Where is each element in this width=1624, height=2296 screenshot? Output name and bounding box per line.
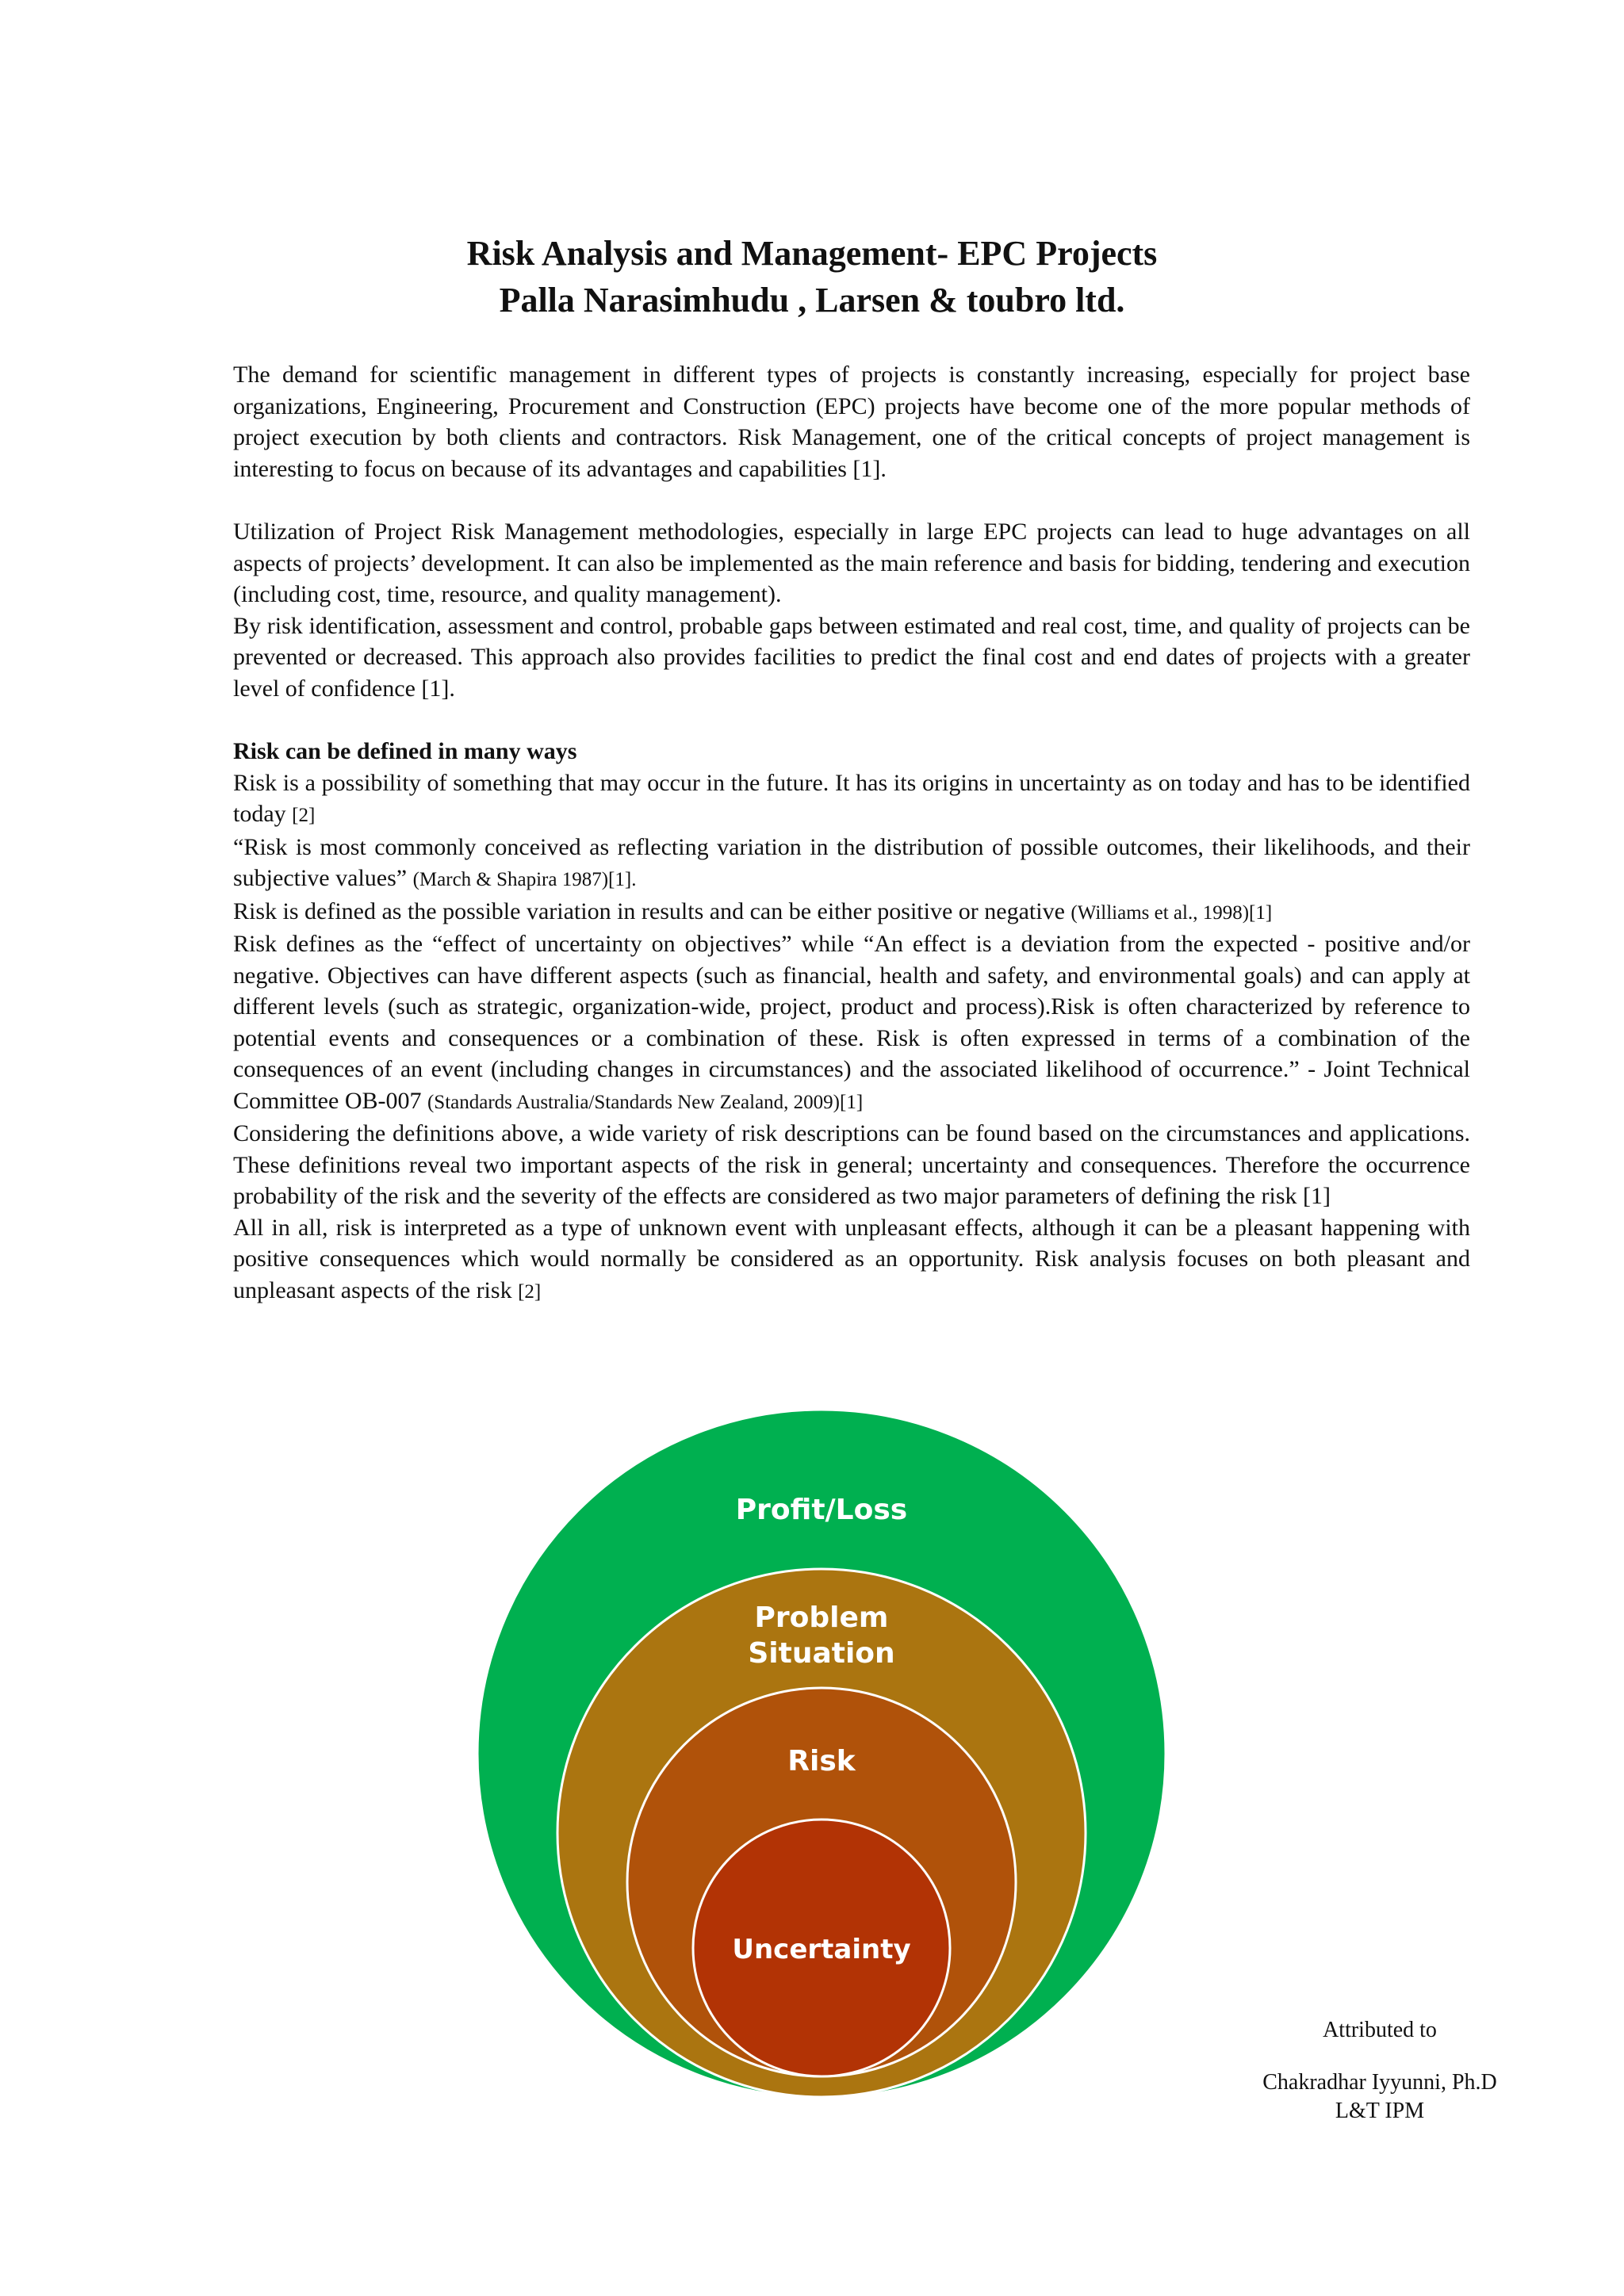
- risk-label: Risk: [787, 1745, 856, 1777]
- document-title: Risk Analysis and Management- EPC Projects: [466, 234, 1158, 273]
- situation-label: Situation: [748, 1637, 895, 1670]
- definition-4-text: Risk defines as the “effect of uncertainty on objectives” while “An effect is a deviation from the expected - positive and/or negative. Objectives can have different aspects (such as financial, health and safety, and environmental goals) and can apply at different levels (such as strategic, organization-wide, project, product and process).Risk is often characterized by reference to potential events and consequences or a combination of these. Risk is often expressed in terms of a combination of the consequences of an event (including changes in circumstances) and the associated likelihood of occurrence.” - Joint Technical Committee OB-007: [233, 931, 1470, 1114]
- definition-1-text: Risk is a possibility of something that may occur in the future. It has its origins in uncertainty as on today and has to be identified today: [233, 769, 1470, 827]
- citation: (Standards Australia/Standards New Zealand, 2009)[1]: [427, 1091, 864, 1113]
- uncertainty-label: Uncertainty: [732, 1934, 911, 1965]
- attribution-org: L&T IPM: [1335, 2099, 1425, 2123]
- citation: (Williams et al., 1998)[1]: [1071, 901, 1273, 924]
- document-author: Palla Narasimhudu , Larsen & toubro ltd.: [499, 281, 1125, 320]
- attribution-author: Chakradhar Iyyunni, Ph.D: [1262, 2070, 1497, 2095]
- profit-loss-label: Profit/Loss: [735, 1494, 908, 1526]
- identification-paragraph: By risk identification, assessment and control, probable gaps between estimated and real cost, time, and quality of projects can be prevented or decreased. This approach also provides facilities to predict the final cost and end dates of projects with a greater level of confidence [1].: [233, 612, 1470, 702]
- citation: (March & Shapira 1987)[1].: [412, 869, 637, 890]
- definition-3-text: Risk is defined as the possible variation in results and can be either positive or negative: [233, 897, 1065, 924]
- citation: [2]: [518, 1280, 542, 1303]
- intro-paragraph: The demand for scientific management in different types of projects is constantly increasing, especially for project base organizations, Engineering, Procurement and Construction (EPC) projects have become one of the more popular methods of project execution by both clients and contractors. Risk Management, one of the critical concepts of project management is interesting to focus on because of its advantages and capabilities [1].: [233, 362, 1470, 482]
- attribution-label: Attributed to: [1323, 2018, 1437, 2042]
- section-heading: Risk can be defined in many ways: [233, 738, 577, 764]
- definition-2-text: “Risk is most commonly conceived as reflecting variation in the distribution of possible outcomes, their likelihoods, and their subjective values”: [233, 833, 1470, 891]
- citation: [2]: [292, 805, 316, 826]
- problem-label: Problem: [754, 1601, 889, 1634]
- summary-text: All in all, risk is interpreted as a type of unknown event with unpleasant effects, although it can be a pleasant happening with positive consequences which would normally be considered as an opportunity. Risk analysis focuses on both pleasant and unpleasant aspects of the risk: [233, 1214, 1470, 1303]
- utilization-paragraph: Utilization of Project Risk Management methodologies, especially in large EPC projects can lead to huge advantages on all aspects of projects’ development. It can also be implemented as the main reference and basis for bidding, tendering and execution (including cost, time, resource, and quality management).: [233, 519, 1470, 607]
- conclusion-paragraph: Considering the definitions above, a wide variety of risk descriptions can be found based on the circumstances and applications. These definitions reveal two important aspects of the risk in general; uncertainty and consequences. Therefore the occurrence probability of the risk and the severity of the effects are considered as two major parameters of defining the risk [1]: [233, 1120, 1470, 1209]
